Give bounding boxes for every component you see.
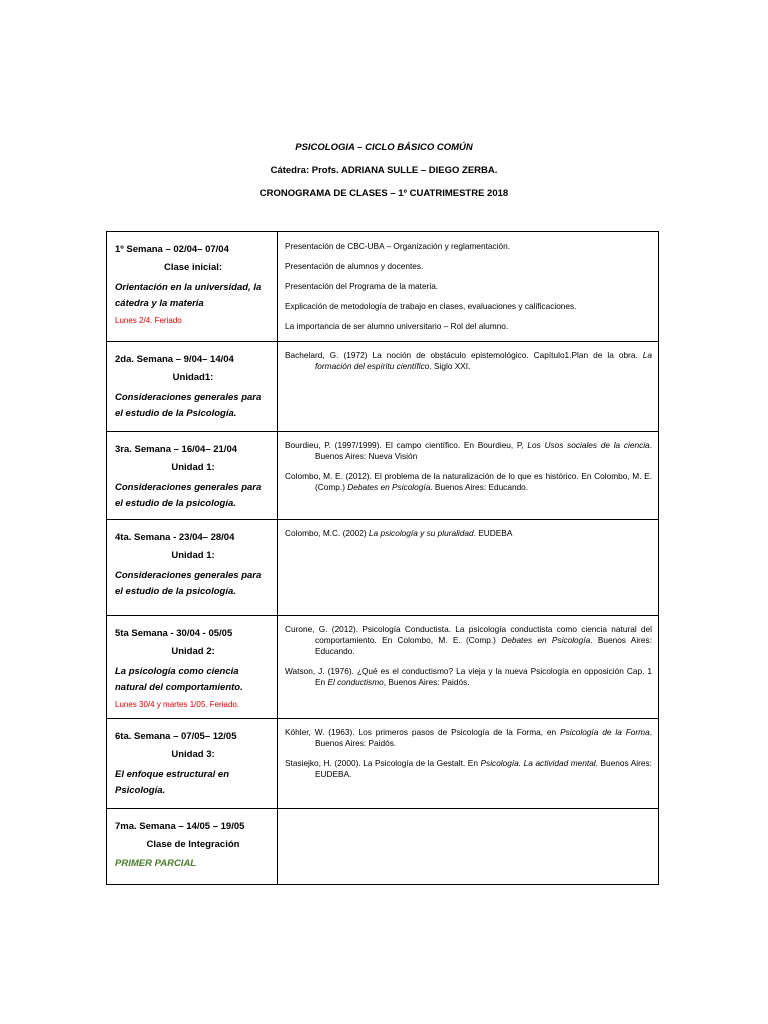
table-row	[107, 719, 659, 809]
holiday-note: Lunes 2/4. Feriado	[115, 316, 182, 325]
unit-label: Unidad 1:	[171, 462, 215, 473]
topic-label: Consideraciones generales para el estudio de la psicología.	[115, 482, 262, 509]
schedule-title: CRONOGRAMA DE CLASES – 1º CUATRIMESTRE 2018	[259, 188, 509, 199]
content-cell	[278, 232, 659, 342]
content-cell	[278, 719, 659, 809]
list-item: Presentación de CBC-UBA – Organización y reglamentación.	[285, 241, 511, 251]
unit-label: Clase inicial:	[163, 262, 223, 273]
unit-label: Unidad 2:	[171, 646, 215, 657]
reference: Köhler, W. (1963). Los primeros pasos de Psicología de la Forma, en Psicología de la Forma. Buenos Aires: Paidós.	[285, 727, 653, 748]
exam-label: PRIMER PARCIAL	[115, 858, 197, 869]
list-item: Presentación del Programa de la materia.	[285, 281, 439, 291]
week-label: 6ta. Semana – 07/05– 12/05	[115, 731, 237, 742]
content-cell	[278, 342, 659, 432]
content-cell	[278, 809, 659, 885]
week-cell	[107, 432, 278, 520]
week-cell	[107, 809, 278, 885]
topic-label: El enfoque estructural en Psicología.	[115, 769, 230, 796]
catedra-line: Cátedra: Profs. ADRIANA SULLE – DIEGO ZERBA.	[270, 165, 498, 176]
reference: Colombo, M. E. (2012). El problema de la naturalización de lo que es histórico. En Colombo, M. E. (Comp.) Debates en Psicología. Buenos Aires: Educando.	[285, 471, 652, 492]
week-cell	[107, 520, 278, 616]
week-cell	[107, 616, 278, 719]
list-item: Presentación de alumnos y docentes.	[285, 261, 424, 271]
table-row	[107, 616, 659, 719]
topic-label: Orientación en la universidad, la cátedra y la materia	[115, 282, 262, 309]
table-row	[107, 520, 659, 616]
week-cell	[107, 232, 278, 342]
list-item: La importancia de ser alumno universitario – Rol del alumno.	[285, 321, 509, 331]
week-label: 1º Semana – 02/04– 07/04	[115, 244, 229, 255]
topic-label: La psicología como ciencia natural del comportamiento.	[115, 666, 243, 693]
reference: Stasiejko, H. (2000). La Psicología de la Gestalt. En Psicología. La actividad mental. Buenos Aires: EUDEBA.	[285, 758, 652, 779]
reference: Colombo, M.C. (2002) La psicología y su pluralidad. EUDEBA	[285, 528, 513, 538]
content-cell	[278, 520, 659, 616]
week-label: 4ta. Semana - 23/04– 28/04	[115, 532, 235, 543]
week-cell	[107, 719, 278, 809]
table-row	[107, 809, 659, 885]
week-label: 3ra. Semana – 16/04– 21/04	[115, 444, 238, 455]
week-label: 2da. Semana – 9/04– 14/04	[115, 354, 234, 365]
unit-label: Unidad1:	[172, 372, 214, 383]
week-cell	[107, 342, 278, 432]
topic-label: Consideraciones generales para el estudio de la psicología.	[115, 570, 262, 597]
content-cell	[278, 432, 659, 520]
week-label: 5ta Semana - 30/04 - 05/05	[115, 628, 233, 639]
unit-label: Clase de Integración	[146, 839, 240, 850]
list-item: Explicación de metodología de trabajo en clases, evaluaciones y calificaciones.	[285, 301, 577, 311]
table-row	[107, 432, 659, 520]
table-row	[107, 342, 659, 432]
unit-label: Unidad 1:	[171, 550, 215, 561]
table-row	[107, 232, 659, 342]
schedule-table	[106, 231, 659, 885]
unit-label: Unidad 3:	[171, 749, 215, 760]
week-label: 7ma. Semana – 14/05 – 19/05	[115, 821, 245, 832]
doc-title: PSICOLOGIA – CICLO BÁSICO COMÚN	[295, 142, 473, 153]
reference: Bourdieu, P. (1997/1999). El campo científico. En Bourdieu, P, Los Usos sociales de la ciencia. Buenos Aires: Nueva Visión	[285, 440, 652, 461]
topic-label: Consideraciones generales para el estudio de la Psicología.	[115, 392, 262, 419]
holiday-note: Lunes 30/4 y martes 1/05. Feriado.	[115, 700, 240, 709]
reference: Watson, J. (1976). ¿Qué es el conductismo? La vieja y la nueva Psicología en opposición Cap. 1 En El conductismo, Buenos Aires: Paidós.	[285, 666, 652, 687]
reference: Bachelard, G. (1972) La noción de obstáculo epistemológico. Capítulo1.Plan de la obra. La formación del espíritu científico. Siglo XXI.	[285, 350, 652, 371]
reference: Curone, G. (2012). Psicología Conductista. La psicología conductista como ciencia natural del comportamiento. En Colombo, M. E. (Comp.) Debates en Psicología. Buenos Aires: Educando.	[285, 624, 652, 656]
content-cell	[278, 616, 659, 719]
